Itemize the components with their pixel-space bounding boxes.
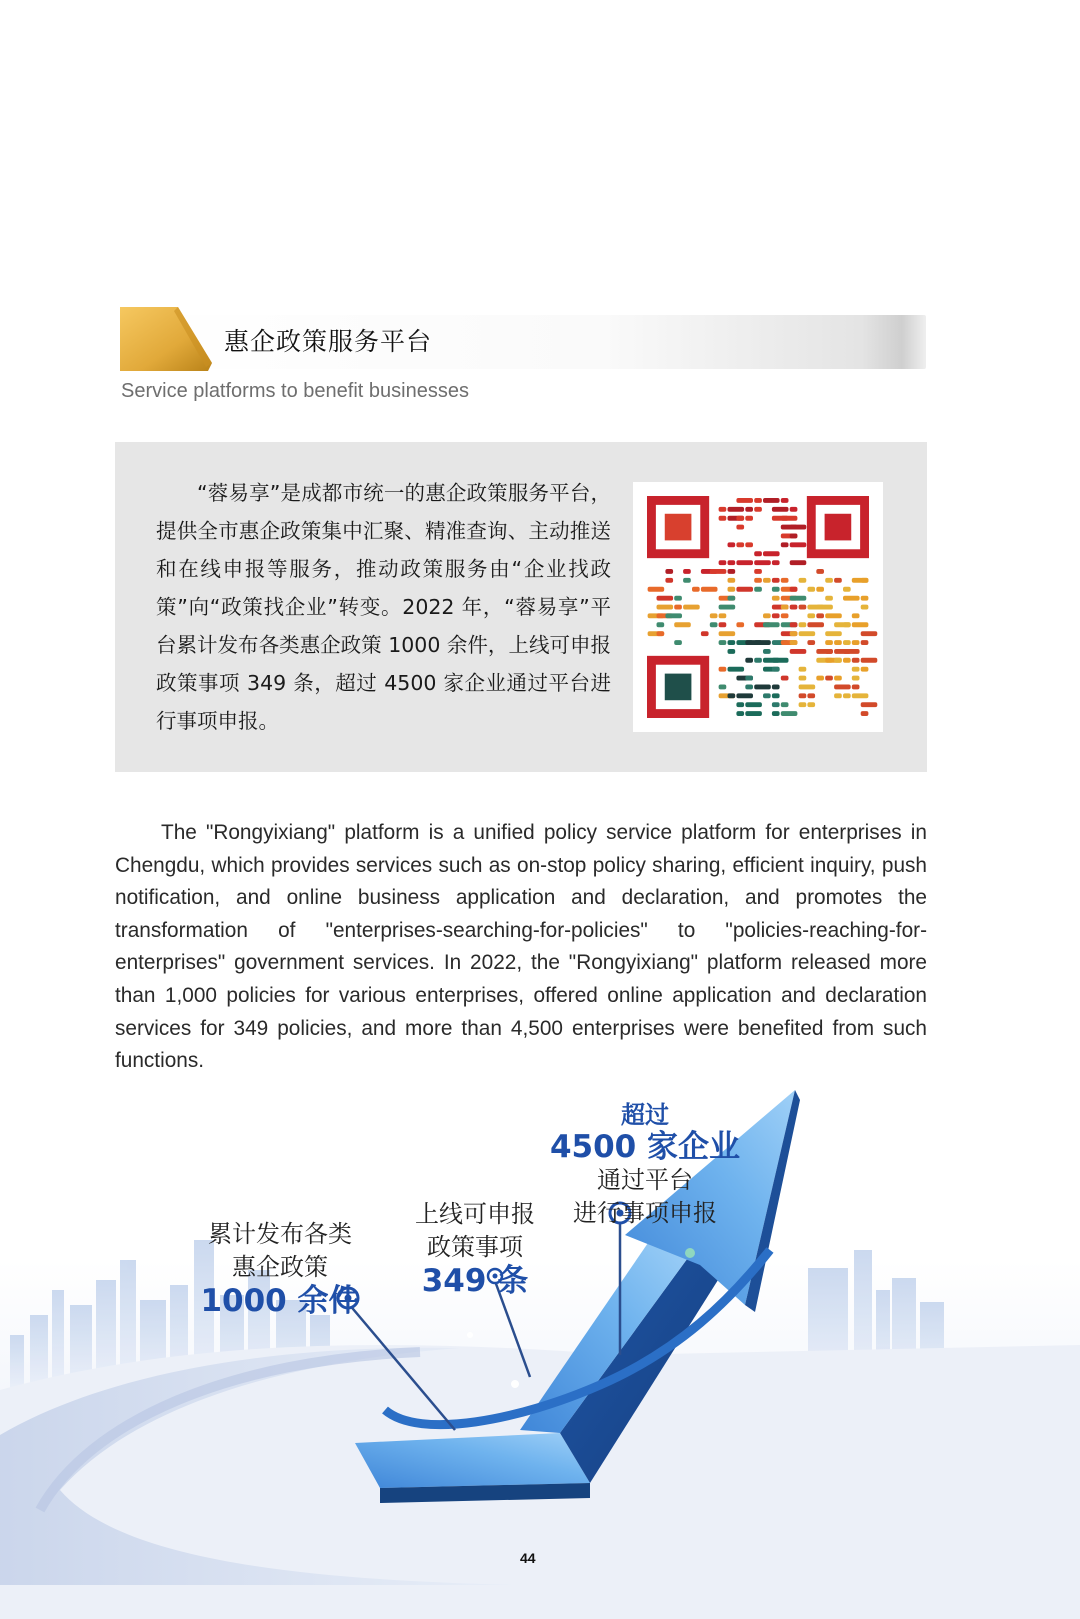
qr-module (790, 631, 798, 636)
qr-module (745, 711, 762, 716)
qr-module (799, 578, 807, 583)
qr-module (807, 622, 824, 627)
qr-module (799, 693, 807, 698)
qr-module (825, 578, 833, 583)
qr-module (701, 631, 709, 636)
callout-2-number: 349 条 (421, 1263, 529, 1299)
qr-module (754, 507, 762, 512)
qr-module (683, 605, 700, 610)
qr-module (754, 658, 762, 663)
qr-module (825, 676, 833, 681)
qr-code[interactable] (633, 482, 883, 732)
qr-module (719, 613, 727, 618)
qr-module (790, 640, 798, 645)
qr-module (772, 560, 780, 565)
qr-module (710, 622, 718, 627)
qr-module (719, 605, 736, 610)
qr-module (701, 587, 718, 592)
qr-module (861, 658, 878, 663)
callout-1-number: 1000 余件 (200, 1283, 360, 1319)
callout-1-line1: 累计发布各类 (208, 1220, 352, 1248)
qr-module (790, 605, 798, 610)
qr-module (790, 587, 798, 592)
qr-module (728, 578, 736, 583)
qr-module (754, 498, 762, 503)
callout-policy-items (390, 1198, 560, 1298)
qr-module (861, 702, 878, 707)
qr-module (728, 640, 736, 645)
section-title: 惠企政策服务平台 (224, 327, 433, 356)
qr-module (745, 516, 753, 521)
qr-module (728, 507, 745, 512)
qr-module (843, 658, 851, 663)
qr-module (825, 596, 833, 601)
qr-module (772, 685, 780, 690)
qr-module (843, 649, 860, 654)
qr-module (799, 605, 807, 610)
qr-module (736, 525, 744, 530)
section-subtitle: Service platforms to benefit businesses (121, 380, 469, 402)
qr-module (790, 596, 807, 601)
qr-module (843, 622, 851, 627)
qr-module (852, 676, 860, 681)
qr-module (852, 658, 860, 663)
qr-module (710, 569, 727, 574)
qr-module (736, 542, 744, 547)
qr-module (861, 640, 869, 645)
qr-module (719, 560, 727, 565)
callout-2-line1: 上线可申报 (415, 1200, 535, 1228)
qr-module (781, 578, 789, 583)
qr-module (790, 622, 798, 627)
qr-module (736, 560, 753, 565)
qr-code-icon (633, 482, 883, 732)
qr-module (745, 685, 753, 690)
qr-module (799, 685, 816, 690)
qr-module (781, 711, 798, 716)
qr-module (719, 685, 727, 690)
qr-module (754, 551, 762, 556)
qr-module (781, 613, 789, 618)
callout-2-line2: 政策事项 (427, 1233, 523, 1261)
section-header-tab-icon (120, 307, 212, 371)
qr-module (710, 613, 718, 618)
qr-module (754, 587, 762, 592)
qr-module (834, 658, 842, 663)
qr-module (852, 622, 869, 627)
qr-module (719, 631, 736, 636)
qr-module (799, 622, 807, 627)
qr-module (719, 516, 727, 521)
qr-module (754, 560, 771, 565)
qr-module (772, 596, 780, 601)
qr-module (790, 534, 798, 539)
qr-module (719, 640, 727, 645)
qr-module (763, 498, 780, 503)
qr-module (772, 578, 780, 583)
qr-module (852, 685, 860, 690)
qr-module (719, 667, 727, 672)
qr-module (852, 640, 860, 645)
qr-module (772, 702, 780, 707)
callout-policies-published (175, 1218, 385, 1318)
qr-module (763, 578, 771, 583)
qr-module (790, 542, 807, 547)
qr-module (843, 640, 851, 645)
qr-module (674, 596, 682, 601)
qr-module (674, 605, 682, 610)
qr-module (772, 667, 780, 672)
qr-module (754, 578, 762, 583)
qr-module (763, 649, 771, 654)
qr-module (728, 596, 736, 601)
qr-module (852, 613, 860, 618)
qr-module (772, 507, 789, 512)
qr-module (861, 596, 869, 601)
qr-module (790, 560, 807, 565)
qr-module (861, 605, 869, 610)
callout-3-head: 超过 (621, 1101, 669, 1129)
qr-module (728, 649, 736, 654)
qr-module (807, 613, 815, 618)
qr-module (781, 516, 798, 521)
qr-module (772, 613, 780, 618)
qr-module (665, 569, 673, 574)
qr-module (825, 640, 833, 645)
qr-module (781, 498, 789, 503)
qr-module (736, 516, 744, 521)
qr-module (843, 693, 851, 698)
qr-module (816, 676, 824, 681)
callout-3-number: 4500 家企业 (549, 1129, 741, 1165)
chinese-paragraph: “蓉易享”是成都市统一的惠企政策服务平台，提供全市惠企政策集中汇聚、精准查询、主动推送和在线申报等服务，推动政策服务由“企业找政策”向“政策找企业”转变。2022 年，“蓉易享”平台累计发布各类惠企政策 1000 余件，上线可申报政策事项 349 条，超过 4500 家企业通过平台进行事项申报。 (156, 481, 611, 733)
qr-module (657, 622, 665, 627)
qr-module (745, 542, 753, 547)
qr-module (834, 676, 842, 681)
qr-module (834, 685, 851, 690)
qr-module (736, 711, 744, 716)
qr-module (799, 667, 807, 672)
qr-module (807, 693, 815, 698)
qr-module (843, 587, 851, 592)
qr-module (790, 649, 807, 654)
qr-module (754, 685, 771, 690)
qr-module (772, 658, 789, 663)
qr-module (861, 631, 878, 636)
qr-module (781, 542, 789, 547)
qr-module (657, 596, 674, 601)
qr-module (648, 587, 665, 592)
qr-module (728, 693, 736, 698)
qr-module (825, 649, 833, 654)
qr-module (745, 702, 762, 707)
qr-module (816, 569, 824, 574)
qr-module (683, 569, 691, 574)
qr-module (807, 587, 815, 592)
qr-module (816, 605, 833, 610)
qr-module (772, 693, 780, 698)
qr-module (825, 631, 842, 636)
qr-module (745, 658, 753, 663)
qr-module (834, 640, 842, 645)
qr-module (683, 578, 691, 583)
qr-module (736, 622, 744, 627)
qr-module (807, 640, 815, 645)
qr-module (736, 702, 744, 707)
qr-module (834, 693, 842, 698)
qr-module (728, 569, 736, 574)
qr-module (861, 711, 869, 716)
qr-module (692, 587, 700, 592)
qr-module (763, 551, 780, 556)
qr-module (781, 702, 789, 707)
qr-module (816, 613, 824, 618)
callout-3-line2: 进行事项申报 (573, 1199, 717, 1227)
qr-module (674, 622, 691, 627)
qr-module (799, 631, 816, 636)
qr-module (807, 702, 815, 707)
qr-module (719, 622, 727, 627)
qr-module (763, 693, 771, 698)
qr-module (736, 693, 753, 698)
qr-module (736, 498, 753, 503)
qr-module (674, 640, 682, 645)
qr-module (728, 542, 736, 547)
qr-module (728, 560, 736, 565)
qr-module (852, 667, 860, 672)
qr-module (861, 578, 869, 583)
qr-module (745, 676, 753, 681)
qr-module (665, 578, 673, 583)
qr-module (763, 613, 771, 618)
qr-module (763, 622, 780, 627)
qr-module (736, 587, 753, 592)
english-paragraph: The "Rongyixiang" platform is a unified policy service platform for enterprises in Chengdu, which provides services such as on-stop policy sharing, efficient inquiry, push notification, and online business application and declaration, and promotes the transformation of "enterprises-searching-for-policies" to "policies-reaching-for-enterprises" government services. In 2022, the "Rongyixiang" platform released more than 1,000 policies for various enterprises, offered online application and declaration services for 349 policies, and more than 4,500 enterprises were benefited from such functions. (115, 821, 927, 1073)
qr-module (799, 702, 807, 707)
page-number: 44 (520, 1550, 536, 1566)
qr-module (754, 640, 771, 645)
qr-module (781, 676, 789, 681)
callout-enterprises (540, 1100, 750, 1230)
qr-module (657, 631, 665, 636)
qr-module (728, 587, 736, 592)
qr-module (861, 667, 869, 672)
qr-module (825, 613, 842, 618)
qr-module (799, 676, 807, 681)
qr-module (728, 667, 745, 672)
qr-module (657, 605, 674, 610)
qr-module (816, 587, 824, 592)
qr-module (790, 525, 807, 530)
qr-module (852, 693, 869, 698)
qr-module (754, 569, 762, 574)
callout-3-line1: 通过平台 (597, 1166, 693, 1194)
qr-module (772, 587, 780, 592)
qr-module (843, 596, 860, 601)
qr-module (772, 711, 780, 716)
qr-module (719, 507, 727, 512)
qr-module (665, 613, 682, 618)
qr-module (745, 507, 753, 512)
qr-module (790, 507, 798, 512)
callout-1-line2: 惠企政策 (232, 1253, 328, 1281)
qr-module (781, 605, 789, 610)
qr-module (834, 578, 842, 583)
